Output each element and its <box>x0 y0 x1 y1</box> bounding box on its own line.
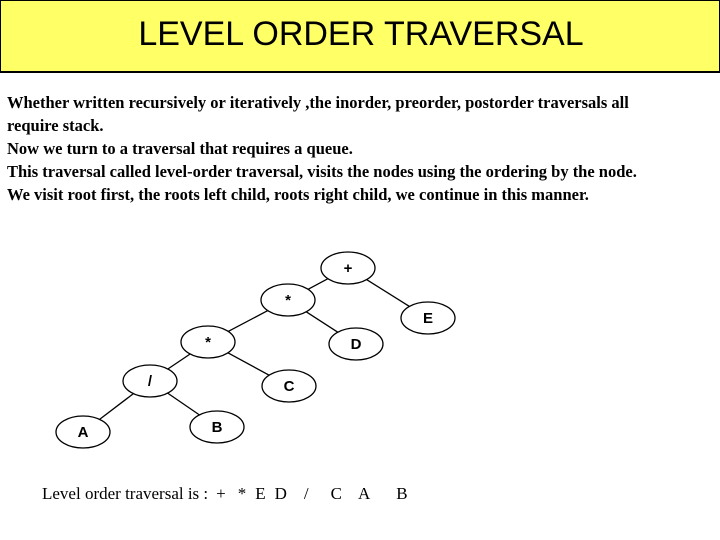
tree-edge <box>367 280 410 307</box>
slide-title: LEVEL ORDER TRAVERSAL <box>138 15 584 53</box>
tree-node-label: * <box>205 334 211 351</box>
tree-node <box>321 252 375 284</box>
tree-node <box>56 416 110 448</box>
tree-node-label: + <box>343 260 353 277</box>
paragraph-line: This traversal called level-order traversal, visits the nodes using the ordering by the node. <box>7 162 637 181</box>
tree-node <box>181 326 235 358</box>
traversal-seq-item: * <box>237 484 247 503</box>
tree-edge <box>228 311 268 332</box>
tree-node-label: D <box>350 336 362 353</box>
paragraph-line: Now we turn to a traversal that requires a queue. <box>7 139 353 158</box>
tree-edge <box>168 393 200 415</box>
traversal-seq-item: / <box>303 484 309 503</box>
tree-edge <box>100 394 134 420</box>
paragraph-line: require stack. <box>7 116 104 135</box>
tree-node <box>329 328 383 360</box>
tree-node-label: * <box>285 292 291 309</box>
tree-node <box>262 370 316 402</box>
tree-node <box>401 302 455 334</box>
tree-node-label: / <box>147 373 153 390</box>
tree-node <box>261 284 315 316</box>
traversal-result <box>42 484 408 504</box>
tree-node-label: C <box>283 378 295 395</box>
tree-node <box>190 411 244 443</box>
tree-edge <box>168 354 190 369</box>
traversal-seq-item: D <box>274 484 287 503</box>
tree-node <box>123 365 177 397</box>
tree-edge <box>308 279 328 290</box>
traversal-seq-item: E <box>255 484 266 503</box>
traversal-seq-item: A <box>358 484 371 503</box>
traversal-prefix: Level order traversal is : <box>42 484 209 503</box>
paragraph-line: Whether written recursively or iteratively ,the inorder, preorder, postorder traversals all <box>7 93 629 112</box>
tree-node-label: A <box>77 424 89 441</box>
tree-edge <box>228 353 269 375</box>
tree-edge <box>306 312 338 332</box>
traversal-seq-item: B <box>396 484 408 503</box>
traversal-seq-item: C <box>330 484 342 503</box>
traversal-seq-item: + <box>216 484 226 503</box>
tree-node-label: B <box>211 419 223 436</box>
tree-node-label: E <box>422 310 434 327</box>
paragraph-line: We visit root first, the roots left child, roots right child, we continue in this manner. <box>7 185 589 204</box>
